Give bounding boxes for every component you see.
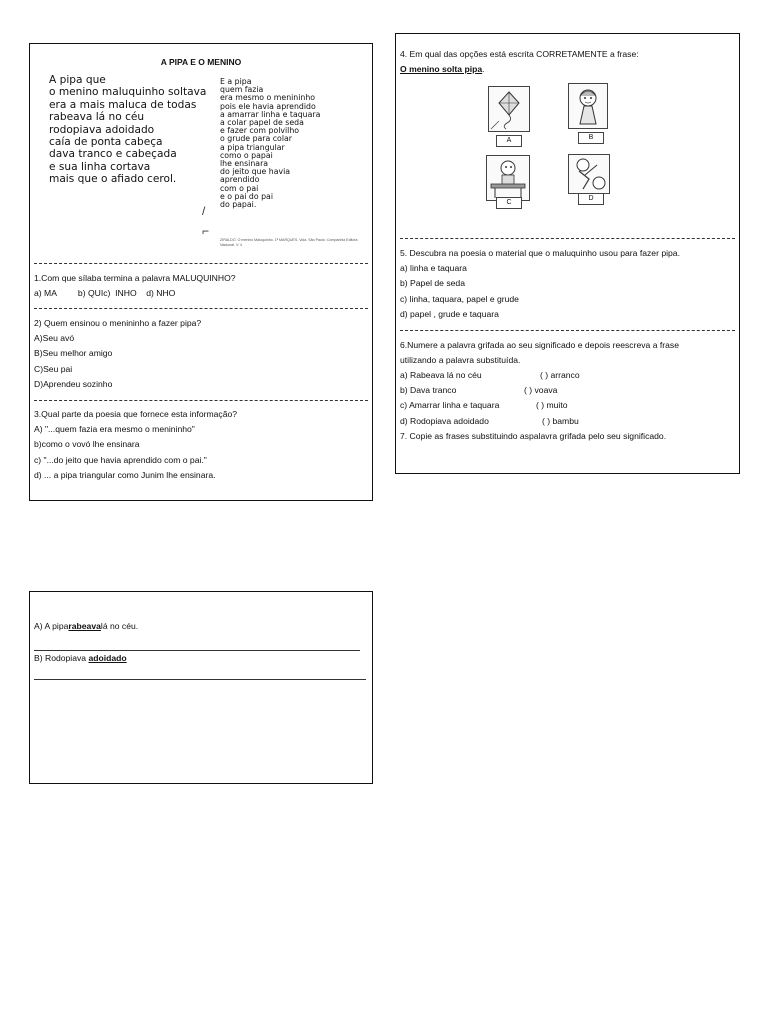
option: c) "...do jeito que havia aprendido com o pai." (34, 454, 207, 465)
question-text: utilizando a palavra substituída. (400, 355, 521, 366)
phrase-underlined: O menino solta pipa (400, 64, 483, 75)
boy-desk-picture (486, 155, 530, 201)
worksheet-panel-3 (29, 591, 373, 784)
poem-line: lhe ensinara (220, 159, 269, 169)
matching-right-column (524, 368, 580, 429)
rewrite-a: A) A piparabeavalá no céu. (34, 621, 139, 631)
separator (34, 400, 368, 401)
kite-picture (488, 86, 530, 132)
poem-line: o grude para colar (220, 134, 292, 144)
poem-line: e fazer com polvilho (220, 126, 300, 136)
matching-option: ( ) bambu (542, 415, 579, 426)
option-label: D (578, 193, 604, 205)
question-text: 5. Descubra na poesia o material que o maluquinho usou para fazer pipa. (400, 248, 680, 258)
poem-line: A pipa que (49, 74, 106, 86)
poem-line: quem fazia (220, 85, 264, 95)
poem-source: ZIRALDO. O menino Maluquinho. 1ª MARQUES. Vola. São Paulo: Companhia Editora Nacional. V. 4 (220, 238, 358, 247)
pencil-mark: ⌐ (202, 224, 210, 238)
question-5 (400, 246, 680, 322)
matching-option: ( ) muito (536, 400, 568, 411)
poem-line: aprendido (220, 175, 260, 185)
pencil-mark: / (202, 204, 206, 218)
poem-line: do papai. (220, 200, 257, 210)
poem-line: a pipa triangular (220, 142, 285, 152)
poem-line: rabeava lá no céu (49, 111, 145, 124)
question-6 (400, 338, 679, 368)
option: A)Seu avó (34, 333, 75, 344)
question-2 (34, 316, 201, 392)
separator (400, 238, 735, 239)
option: b) Papel de seda (400, 278, 465, 289)
word-underlined: adoidado (88, 653, 127, 663)
matching-option: ( ) voava (524, 385, 558, 396)
poem-line: era a mais maluca de todas (49, 98, 197, 111)
poem-line: rodopiava adoidado (49, 123, 155, 136)
question-options: a) MA b) QUIc) INHO d) NHO (34, 288, 176, 299)
child-playing-picture (568, 154, 610, 194)
poem-line: mais que o afiado cerol. (49, 173, 177, 186)
option-label: C (496, 197, 522, 209)
poem-line: era mesmo o menininho (220, 93, 316, 103)
question-text: 2) Quem ensinou o menininho a fazer pipa? (34, 318, 202, 328)
worksheet-panel-2 (395, 33, 740, 474)
matching-item: d) Rodopiava adoidado (400, 415, 489, 426)
poem-line: e o pai do pai (220, 191, 273, 201)
option: d) papel , grude e taquara (400, 308, 499, 319)
rewrite-b: B) Rodopiava adoidado (34, 653, 127, 663)
matching-item: b) Dava tranco (400, 385, 457, 396)
word-underlined: rabeava (68, 621, 101, 631)
question-text: 4. Em qual das opções está escrita CORRETAMENTE a frase: (400, 49, 639, 59)
question-text: 6.Numere a palavra grifada ao seu significado e depois reescreva a frase (400, 340, 679, 350)
worksheet-panel-1 (29, 43, 373, 501)
poem-line: e sua linha cortava (49, 160, 151, 173)
poem-line: pois ele havia aprendido (220, 101, 316, 111)
poem-line: E a pipa (220, 77, 252, 86)
question-text: 1.Com que sílaba termina a palavra MALUQUINHO? (34, 273, 236, 283)
question-text: 3.Qual parte da poesia que fornece esta informação? (34, 409, 238, 419)
matching-item: c) Amarrar linha e taquara (400, 400, 500, 411)
option: a) linha e taquara (400, 263, 467, 274)
option-label: A (496, 135, 522, 147)
question-4 (400, 47, 639, 77)
poem-right-column (220, 78, 320, 209)
separator (34, 308, 368, 309)
separator (400, 330, 735, 331)
option: C)Seu pai (34, 363, 73, 374)
poem-line: caía de ponta cabeça (49, 136, 163, 149)
poem-line: com o pai (220, 183, 259, 193)
option: d) ... a pipa triangular como Junim lhe ensinara. (34, 469, 216, 480)
question-3 (34, 407, 237, 483)
question-1 (34, 271, 236, 301)
option: b)como o vovó lhe ensinara (34, 439, 140, 450)
poem-line: a colar papel de seda (220, 118, 304, 128)
poem-left-column (49, 74, 206, 186)
matching-option: ( ) arranco (540, 370, 580, 380)
poem-line: a amarrar linha e taquara (220, 109, 321, 119)
question-7: 7. Copie as frases substituindo aspalavra grifada pelo seu significado. (400, 431, 667, 441)
matching-item: a) Rabeava lá no céu (400, 370, 482, 380)
target-phrase: O menino solta pipa. (400, 64, 485, 75)
option: D)Aprendeu sozinho (34, 378, 113, 389)
matching-left-column (400, 368, 499, 429)
poem-title: A PIPA E O MENINO (160, 57, 242, 67)
poem-line: como o papai (220, 150, 273, 160)
poem-line: do jeito que havia (220, 167, 291, 177)
option: B)Seu melhor amigo (34, 348, 113, 359)
option: A) "...quem fazia era mesmo o menininho" (34, 424, 195, 435)
option-label: B (578, 132, 604, 144)
poem-line: dava tranco e cabeçada (49, 148, 177, 161)
answer-line[interactable] (34, 679, 366, 680)
girl-picture (568, 83, 608, 129)
separator (34, 263, 368, 264)
poem-line: o menino maluquinho soltava (49, 86, 207, 99)
option: c) linha, taquara, papel e grude (400, 293, 519, 304)
